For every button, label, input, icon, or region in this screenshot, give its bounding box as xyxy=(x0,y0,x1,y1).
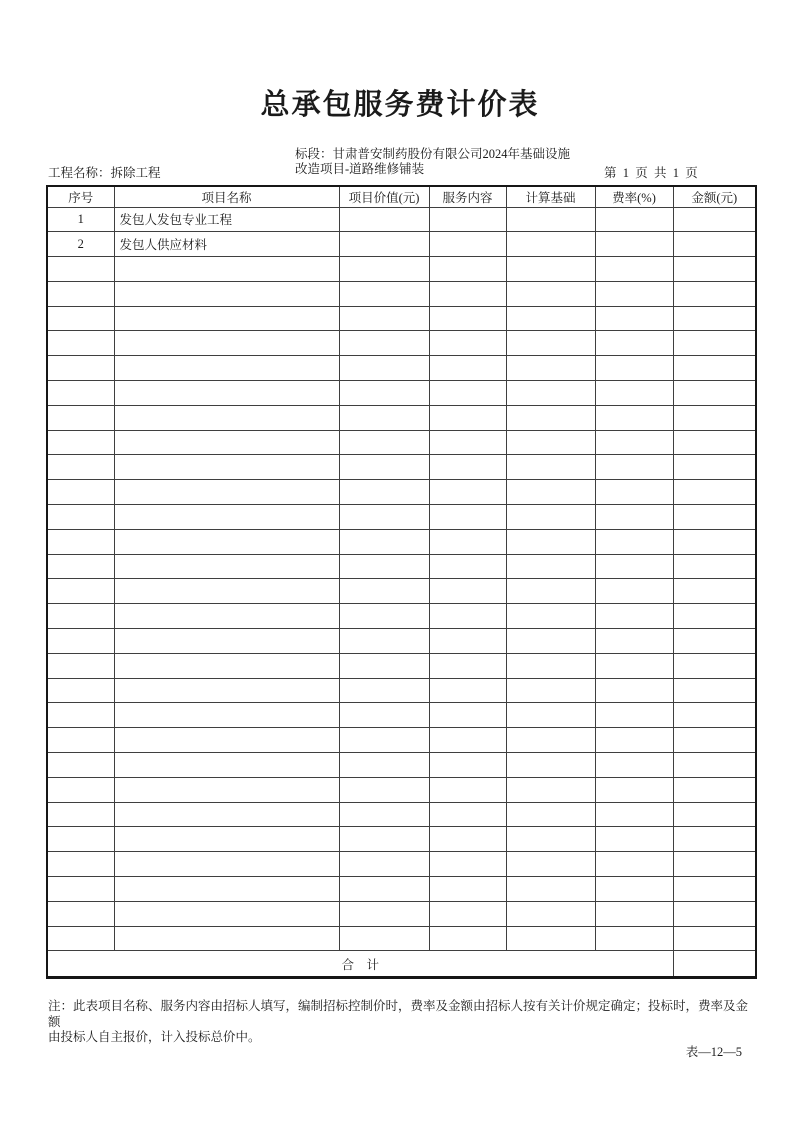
cell-seq xyxy=(47,554,114,579)
cell-amount xyxy=(673,232,756,257)
section-line1: 标段：甘肃普安制药股份有限公司2024年基础设施 xyxy=(295,147,571,161)
cell-name xyxy=(114,455,339,480)
project-name-label: 工程名称：拆除工程 xyxy=(48,166,161,180)
cell-seq xyxy=(47,381,114,406)
cell-value xyxy=(339,901,429,926)
cell-service xyxy=(429,455,506,480)
table-row-empty xyxy=(47,331,756,356)
cell-seq xyxy=(47,728,114,753)
cell-value xyxy=(339,753,429,778)
cell-amount xyxy=(673,455,756,480)
footnote-line1: 注：此表项目名称、服务内容由招标人填写，编制招标控制价时，费率及金额由招标人按有关计价规定确定；投标时，费率及金额 xyxy=(48,999,749,1029)
cell-seq xyxy=(47,678,114,703)
cell-rate xyxy=(595,257,673,282)
cell-amount xyxy=(673,629,756,654)
cell-amount xyxy=(673,901,756,926)
cell-amount xyxy=(673,331,756,356)
cell-value xyxy=(339,604,429,629)
cell-service xyxy=(429,678,506,703)
cell-amount xyxy=(673,852,756,877)
cell-service xyxy=(429,257,506,282)
cell-name xyxy=(114,430,339,455)
cell-value xyxy=(339,430,429,455)
table-row-empty xyxy=(47,281,756,306)
cell-rate xyxy=(595,455,673,480)
cell-basis xyxy=(506,455,595,480)
cell-rate xyxy=(595,852,673,877)
cell-value xyxy=(339,579,429,604)
cell-basis xyxy=(506,678,595,703)
cell-rate xyxy=(595,604,673,629)
column-header: 计算基础 xyxy=(506,186,595,207)
column-header: 金额(元) xyxy=(673,186,756,207)
table-row-empty xyxy=(47,554,756,579)
column-header: 服务内容 xyxy=(429,186,506,207)
cell-name xyxy=(114,604,339,629)
column-header: 项目名称 xyxy=(114,186,339,207)
cell-amount xyxy=(673,753,756,778)
cell-service xyxy=(429,653,506,678)
cell-seq xyxy=(47,505,114,530)
cell-basis xyxy=(506,777,595,802)
cell-service xyxy=(429,901,506,926)
cell-amount xyxy=(673,480,756,505)
cell-seq xyxy=(47,579,114,604)
footnote xyxy=(48,999,758,1046)
cell-service xyxy=(429,331,506,356)
cell-amount xyxy=(673,356,756,381)
cell-amount xyxy=(673,381,756,406)
cell-value xyxy=(339,629,429,654)
cell-service xyxy=(429,728,506,753)
cell-amount xyxy=(673,505,756,530)
table-row-empty xyxy=(47,728,756,753)
table-row-empty xyxy=(47,877,756,902)
section-line2: 改造项目-道路维修铺装 xyxy=(295,161,425,176)
cell-rate xyxy=(595,480,673,505)
cell-rate xyxy=(595,777,673,802)
cell-service xyxy=(429,827,506,852)
cell-service xyxy=(429,554,506,579)
cell-name: 发包人发包专业工程 xyxy=(114,207,339,232)
table-row-empty xyxy=(47,604,756,629)
table-row-empty xyxy=(47,257,756,282)
column-header: 项目价值(元) xyxy=(339,186,429,207)
cell-rate xyxy=(595,331,673,356)
cell-value xyxy=(339,728,429,753)
cell-name xyxy=(114,901,339,926)
cell-amount xyxy=(673,802,756,827)
cell-value xyxy=(339,877,429,902)
cell-amount xyxy=(673,703,756,728)
cell-service xyxy=(429,852,506,877)
cell-name xyxy=(114,753,339,778)
cell-value xyxy=(339,480,429,505)
cell-service xyxy=(429,306,506,331)
cell-service xyxy=(429,207,506,232)
cell-basis xyxy=(506,926,595,951)
table-row-empty xyxy=(47,753,756,778)
cell-service xyxy=(429,926,506,951)
cell-basis xyxy=(506,529,595,554)
cell-seq xyxy=(47,777,114,802)
cell-seq xyxy=(47,653,114,678)
cell-amount xyxy=(673,306,756,331)
cell-rate xyxy=(595,629,673,654)
cell-rate xyxy=(595,579,673,604)
table-row-empty xyxy=(47,505,756,530)
table-row-empty xyxy=(47,777,756,802)
cell-service xyxy=(429,777,506,802)
cell-basis xyxy=(506,356,595,381)
cell-amount xyxy=(673,604,756,629)
cell-seq xyxy=(47,926,114,951)
cell-name xyxy=(114,381,339,406)
cell-basis xyxy=(506,579,595,604)
page-number-label: 第 1 页 共 1 页 xyxy=(604,166,698,180)
cell-rate xyxy=(595,753,673,778)
cell-seq xyxy=(47,852,114,877)
cell-rate xyxy=(595,554,673,579)
cell-service xyxy=(429,232,506,257)
table-row-empty xyxy=(47,926,756,951)
cell-basis xyxy=(506,852,595,877)
cell-value xyxy=(339,653,429,678)
cell-basis xyxy=(506,554,595,579)
section-label xyxy=(295,147,570,176)
table-row-empty xyxy=(47,629,756,654)
table-row-empty xyxy=(47,381,756,406)
cell-amount xyxy=(673,529,756,554)
cell-seq xyxy=(47,604,114,629)
cell-amount xyxy=(673,405,756,430)
cell-rate xyxy=(595,926,673,951)
cell-service xyxy=(429,356,506,381)
table-row-empty xyxy=(47,827,756,852)
cell-rate xyxy=(595,405,673,430)
cell-value xyxy=(339,257,429,282)
cell-rate xyxy=(595,281,673,306)
cell-rate xyxy=(595,827,673,852)
cell-basis xyxy=(506,505,595,530)
table-row-empty xyxy=(47,529,756,554)
cell-rate xyxy=(595,877,673,902)
table-row-empty xyxy=(47,678,756,703)
cell-seq xyxy=(47,703,114,728)
cell-seq xyxy=(47,877,114,902)
cell-rate xyxy=(595,207,673,232)
cell-basis xyxy=(506,703,595,728)
table-row-empty xyxy=(47,455,756,480)
cell-basis xyxy=(506,901,595,926)
cell-name xyxy=(114,678,339,703)
cell-value xyxy=(339,926,429,951)
cell-value xyxy=(339,678,429,703)
cell-basis xyxy=(506,629,595,654)
cell-name xyxy=(114,728,339,753)
cell-basis xyxy=(506,728,595,753)
cell-amount xyxy=(673,777,756,802)
cell-seq xyxy=(47,753,114,778)
cell-name xyxy=(114,852,339,877)
cell-amount xyxy=(673,877,756,902)
table-row xyxy=(47,207,756,232)
cell-rate xyxy=(595,529,673,554)
cell-value xyxy=(339,281,429,306)
total-amount-cell xyxy=(673,951,756,978)
cell-seq xyxy=(47,430,114,455)
cell-rate xyxy=(595,653,673,678)
cell-basis xyxy=(506,480,595,505)
cell-name xyxy=(114,480,339,505)
cell-value xyxy=(339,529,429,554)
cell-name xyxy=(114,629,339,654)
cell-value xyxy=(339,703,429,728)
cell-rate xyxy=(595,381,673,406)
table-row-empty xyxy=(47,653,756,678)
cell-name xyxy=(114,926,339,951)
cell-basis xyxy=(506,405,595,430)
cell-seq xyxy=(47,405,114,430)
cell-value xyxy=(339,554,429,579)
table-row-empty xyxy=(47,306,756,331)
cell-service xyxy=(429,703,506,728)
cell-basis xyxy=(506,306,595,331)
page-title: 总承包服务费计价表 xyxy=(260,89,540,121)
cell-name xyxy=(114,653,339,678)
cell-service xyxy=(429,281,506,306)
cell-seq xyxy=(47,802,114,827)
total-row xyxy=(47,951,756,978)
cell-service xyxy=(429,430,506,455)
table-row-empty xyxy=(47,356,756,381)
table-row-empty xyxy=(47,405,756,430)
footnote-line2: 由投标人自主报价，计入投标总价中。 xyxy=(48,1030,261,1044)
cell-rate xyxy=(595,306,673,331)
cell-service xyxy=(429,405,506,430)
cell-name xyxy=(114,331,339,356)
cell-name xyxy=(114,505,339,530)
cell-seq xyxy=(47,455,114,480)
cell-rate xyxy=(595,505,673,530)
cell-service xyxy=(429,753,506,778)
table-row-empty xyxy=(47,901,756,926)
cell-basis xyxy=(506,753,595,778)
cell-basis xyxy=(506,281,595,306)
cell-rate xyxy=(595,430,673,455)
cell-amount xyxy=(673,827,756,852)
cell-basis xyxy=(506,653,595,678)
cell-rate xyxy=(595,356,673,381)
cell-name xyxy=(114,529,339,554)
cell-basis xyxy=(506,232,595,257)
cell-amount xyxy=(673,281,756,306)
cell-service xyxy=(429,629,506,654)
cell-seq xyxy=(47,629,114,654)
cell-value xyxy=(339,331,429,356)
cell-name xyxy=(114,579,339,604)
cell-value xyxy=(339,827,429,852)
cell-seq xyxy=(47,306,114,331)
service-fee-table xyxy=(46,185,757,979)
cell-amount xyxy=(673,430,756,455)
table-row-empty xyxy=(47,579,756,604)
cell-value xyxy=(339,381,429,406)
cell-service xyxy=(429,579,506,604)
cell-seq xyxy=(47,257,114,282)
table-header-row xyxy=(47,186,756,207)
cell-basis xyxy=(506,257,595,282)
table-row xyxy=(47,232,756,257)
cell-seq xyxy=(47,281,114,306)
cell-amount xyxy=(673,678,756,703)
cell-rate xyxy=(595,802,673,827)
cell-amount xyxy=(673,728,756,753)
table-row-empty xyxy=(47,852,756,877)
cell-amount xyxy=(673,926,756,951)
table-row-empty xyxy=(47,703,756,728)
column-header: 序号 xyxy=(47,186,114,207)
cell-service xyxy=(429,877,506,902)
cell-seq xyxy=(47,480,114,505)
cell-name xyxy=(114,306,339,331)
cell-value xyxy=(339,207,429,232)
cell-amount xyxy=(673,653,756,678)
cell-basis xyxy=(506,207,595,232)
cell-basis xyxy=(506,430,595,455)
cell-name xyxy=(114,802,339,827)
cell-rate xyxy=(595,728,673,753)
cell-basis xyxy=(506,331,595,356)
cell-value xyxy=(339,455,429,480)
cell-amount xyxy=(673,554,756,579)
cell-service xyxy=(429,505,506,530)
cell-service xyxy=(429,480,506,505)
cell-name xyxy=(114,356,339,381)
cell-value xyxy=(339,356,429,381)
cell-name xyxy=(114,703,339,728)
cell-rate xyxy=(595,703,673,728)
cell-seq: 2 xyxy=(47,232,114,257)
cell-amount xyxy=(673,579,756,604)
cell-value xyxy=(339,852,429,877)
cell-amount xyxy=(673,207,756,232)
table-row-empty xyxy=(47,802,756,827)
cell-basis xyxy=(506,827,595,852)
cell-rate xyxy=(595,678,673,703)
cell-basis xyxy=(506,381,595,406)
cell-rate xyxy=(595,232,673,257)
cell-name xyxy=(114,257,339,282)
cell-name xyxy=(114,405,339,430)
cell-amount xyxy=(673,257,756,282)
cell-seq xyxy=(47,331,114,356)
cell-service xyxy=(429,802,506,827)
cell-name: 发包人供应材料 xyxy=(114,232,339,257)
cell-name xyxy=(114,877,339,902)
column-header: 费率(%) xyxy=(595,186,673,207)
table-row-empty xyxy=(47,430,756,455)
cell-value xyxy=(339,405,429,430)
cell-seq xyxy=(47,529,114,554)
cell-seq xyxy=(47,356,114,381)
cell-name xyxy=(114,281,339,306)
total-label: 合 计 xyxy=(47,951,673,978)
cell-seq xyxy=(47,901,114,926)
cell-service xyxy=(429,604,506,629)
cell-name xyxy=(114,777,339,802)
cell-basis xyxy=(506,802,595,827)
cell-value xyxy=(339,505,429,530)
cell-name xyxy=(114,554,339,579)
cell-basis xyxy=(506,877,595,902)
cell-seq xyxy=(47,827,114,852)
cell-value xyxy=(339,306,429,331)
cell-name xyxy=(114,827,339,852)
table-row-empty xyxy=(47,480,756,505)
form-code-label: 表—12—5 xyxy=(685,1045,742,1059)
cell-service xyxy=(429,381,506,406)
cell-basis xyxy=(506,604,595,629)
cell-rate xyxy=(595,901,673,926)
cell-value xyxy=(339,232,429,257)
cell-value xyxy=(339,802,429,827)
cell-value xyxy=(339,777,429,802)
cell-service xyxy=(429,529,506,554)
cell-seq: 1 xyxy=(47,207,114,232)
